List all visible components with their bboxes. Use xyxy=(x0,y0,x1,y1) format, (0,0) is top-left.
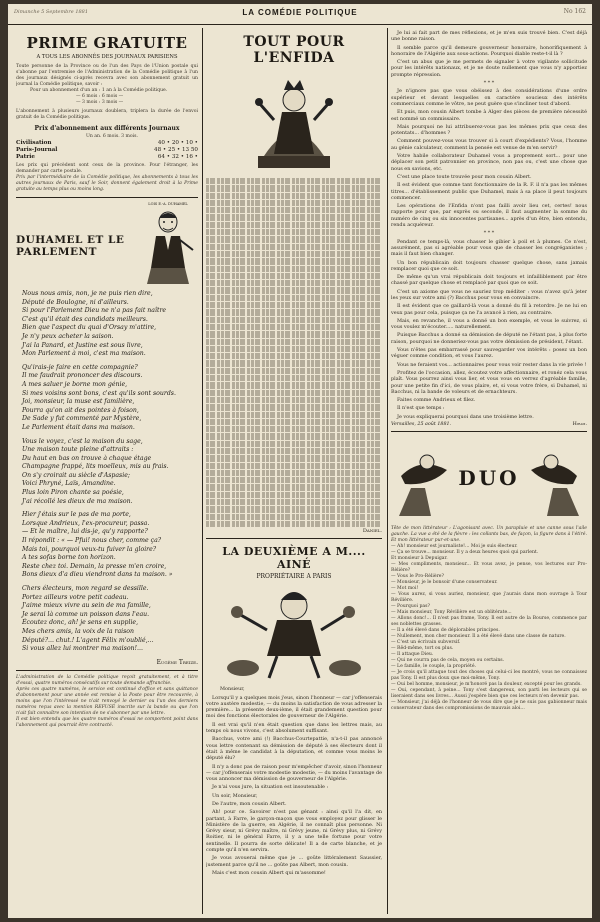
crowned-figure-icon xyxy=(248,70,340,170)
letter-footer xyxy=(391,422,587,427)
paragraph: C'est un abus que je me permets de signaler à votre vigilante sollicitude pour les intérêts nationaux, et je ne doute nullement que vous n'y apportiez prompte répression. xyxy=(391,59,587,78)
prime-note: L'abonnement à plusieurs journaux doublera, triplera la durée de l'envoi gratuit de la Comédie politique. xyxy=(16,109,198,120)
poem xyxy=(16,290,198,654)
prix-row-name: Paris-Journal xyxy=(16,147,58,153)
verse-line: Chers électeurs, mon regard se dessille. xyxy=(22,585,149,592)
paragraph: Il est vrai qu'il n'en était question que dans les lettres mais, au temps où nous vivons, c'est absolument suffisant. xyxy=(206,721,382,735)
paragraph: Un soir, Monsieur, xyxy=(212,792,258,799)
dinkus: * * * xyxy=(483,230,495,237)
duo-title: DUO xyxy=(458,466,520,491)
dialogue-line: — Ça se trouve... monsieur. Il y a deux heures quoi qui parlent. xyxy=(391,550,539,556)
dialogue-line: — Allons donc!... Il n'est pas frame, Tony. Il est autre de la Bourse, commence par ses noblettes grasses. xyxy=(391,616,587,628)
dialogue-line: — Mais monsieur, Tony Révilière est un oblitérate... xyxy=(391,610,512,616)
verse-line: Mais toi, pourquoi veux-tu fuiver la gloire? xyxy=(22,545,157,553)
prix-row-name: Civilisation xyxy=(16,140,52,146)
paragraph: De même qu'un vrai républicain doit toujours et infailliblement par être chassé par quelque chose et remplacé par quoi que ce soit. xyxy=(391,274,587,287)
verse-line: Le Parlement était dans ma maison. xyxy=(22,423,135,431)
verse-line: Mes chers amis, la voix de la raison xyxy=(22,627,135,635)
caricature-figures-icon xyxy=(219,584,369,682)
verse-line: Voici Phryné, Laïs, Amandine. xyxy=(22,480,116,488)
masthead-date: Dimanche 5 Septembre 1881 xyxy=(14,9,89,15)
paragraph: Profitez de l'occasion, allez, écoutez votre affectionnaire, et ronéz cela vous plaît. Vous pourrez ainsi vous lier, et vous vous en verrez d'agréable famille, pour une petite fin d'ici, de vous plaire, et, si vous votre frère, si Duhamel, ni Bacchus, ni la bande de voleurs et de ernachteurs. xyxy=(391,369,587,395)
paragraph: Lorsqu'il y a quelques mois j'eus, sinon l'honneur — car j'offenserais votre austère modestie, — du moins la satisfaction de vous adresser la première... la présente deux-ième, il était grandement question pour moi des fonctions électorales de gouverneur de l'Algérie. xyxy=(206,694,382,720)
verse-line: J'ai récollé les dieux de ma maison. xyxy=(22,497,133,505)
dialogue-line: — Mes compliments, monsieur... Et vous avez, je pense, vos lectures sur Pro-Rèlière? xyxy=(391,562,587,574)
dialogue-line: — Monsieur, j'ai déjà de l'honneur de vous dire que je ne suis pas gabionneur mais conservateur dans des compromissions de mauvais aloi... xyxy=(391,700,587,712)
prime-intro: Toute personne de la Province ou de l'un des Pays de l'Union postale qui s'abonne par l'entremise de l'Administration de la Comédie politique à l'un des journaux désignés ci-après recevra avec son abonnement gratuit un journal la Comédie politique, savoir : xyxy=(16,64,198,87)
paragraph: Il n'y a donc pas de raison pour m'empêcher d'avoir, sinon l'honneur — car j'offenserais votre modestie modestie, — du moins l'avantage de vous annoncer ma démission de gouverneur de l'Algérie. xyxy=(206,763,382,783)
verse-line: A mes saluer je borne mon génie, xyxy=(22,380,128,388)
stanza xyxy=(22,511,198,580)
verse-line: Écoutez donc, ah! je sens en supplie, xyxy=(22,619,139,627)
portrait-caption: LOIS E.-A. DUHAMEL xyxy=(148,202,188,206)
verse-line: Qu'irais-je faire en cette compagnie? xyxy=(22,363,138,371)
paragraph: Vous ne feraient vos... actionnaires pour vous voir rester dans la vie privée ! xyxy=(397,361,587,368)
prix-foot: Prix par l'intermédiaire de la Comédie politique, les abonnements à tous les autres journaux de Paris, sauf le Soir, donnent également droit à la Prime gratuite au temps plus ou moins long. xyxy=(16,175,198,192)
prime-subtitle: A TOUS LES ABONNÉS DES JOURNAUX PARISIENS xyxy=(36,54,178,60)
paragraph: Les opérations de l'Enfida n'ont pas failli avoir lieu cet, certes! nous rapporte pour que, par exprès ou seconde, il faut augmenter la somme du numéro de cinq ou six innocentes partisanes... après d'un être, bien entendu, rendu acquéreur. xyxy=(391,203,587,229)
letter-illustration xyxy=(206,584,382,686)
dialogue-line: — Rêd-même, tort ou plus. xyxy=(391,646,454,652)
paragraph: Pendant ce temps-là, vous chasser le gibier à poil et à plumes. Ce n'est, assurément, pas si agréable pour vous que de chasser les congréganistes ; mais il faut bien changer. xyxy=(391,238,587,258)
divider xyxy=(206,538,382,539)
dialogue-line: — Vous aurez, si vous auriez, monsieur, que j'aurais dans mon ouvrage à Tour Révilière. xyxy=(391,592,587,604)
verse-line: C'est qu'il était des candidats meilleurs. xyxy=(22,315,148,323)
notice: Après ces quatre numéros, le service est continué d'office et sans quittance d'abonnement pour une année est remise à la Poste pour être recouvrée, à moins que l'on l'intéressé ne n'ait renvoyé le dernier ou l'un des derniers numéros reçus avec la mention REFUSÉ inscrite sur la bande ou que l'on n'ait fait connaître son intention de ne s'abonner par une lettre. xyxy=(16,686,198,716)
letter-body xyxy=(206,686,382,876)
prix-title: Prix d'abonnement aux différents Journaux xyxy=(34,125,180,132)
dialogue-line: — Nullement, mon cher monsieur. Il a été élevé dans une classe de nature. xyxy=(391,634,566,640)
verse-line: Député de Boulogne, ni d'ailleurs. xyxy=(22,298,129,306)
paragraph: Comment pouvez-vous vous trouver si à court d'expédients? Vous, l'homme au génie calculateur, comment la pensée est venue de m'en servir? xyxy=(391,138,587,151)
verse-line: Je serai là comme un poisson dans l'eau. xyxy=(22,610,150,618)
notice: L'administration de la Comédie politique reçoit gratuitement, et à titre d'essai, quatre numéros consécutifs sur toute demande affranchie. xyxy=(16,674,198,686)
paragraph: Il semble parce qu'il demeure gouverneur honoraire, honorifiquement à honoraire de l'Algérie aux sous-actions. Pourquoi diable reste-t-il là ? xyxy=(391,44,587,57)
verse-line: Si vous allez lui montrer ma maison!... xyxy=(22,645,143,653)
paragraph: Je vous expliquerai pourquoi dans une troisième lettre. xyxy=(397,413,534,420)
letter-subtitle: PROPRIÉTAIRE A PARIS xyxy=(256,573,332,581)
masthead xyxy=(8,4,592,25)
verse-line: Une maison toute pleine d'attraits : xyxy=(22,446,134,454)
prime-line: — 6 mois : 6 mois — xyxy=(76,94,124,99)
prime-title: PRIME GRATUITE xyxy=(26,34,188,52)
verse-line: Pourra qu'on ait des pointes à foison, xyxy=(22,406,139,414)
prix-row-name: Patrie xyxy=(16,154,35,160)
duo-intro: Tête de mon littérateur : L'agonisant avec. Un parapluie et une canne sous l'aile gauche. La vue a été de la fièvre : les collants bas, de façon, la figure dans à l'étiré. Et mon littérateur pur-et-une. xyxy=(391,526,587,544)
paragraph: Un bon républicain doit toujours chasser quelque chose, sans jamais remplacer quoi que ce soit. xyxy=(391,259,587,272)
paragraph: Il n'est que temps : xyxy=(397,405,445,412)
paragraph: De l'autre, mon cousin Albert. xyxy=(212,801,287,807)
paragraph: Mais, en revanche, il vous a donné un bon exemple, et vous le suivrez, si vous voulez m'écouter..... naturellement. xyxy=(391,317,587,331)
dialogue-line: — Je crois qu'il attaque tout des choses qui celui-ci les montré, vous ne connaissez pas Tony. Il est plus doux que moi-même, Tony. xyxy=(391,670,587,682)
prix-row xyxy=(16,147,198,154)
verse-line: Je n'y peux acheter la saison. xyxy=(22,332,114,340)
verse-line: De Sade y fut commenté par Mystère, xyxy=(22,415,142,423)
masthead-issue: No 162 xyxy=(563,8,586,15)
prix-row-values: 48 • 25 • 13 50 xyxy=(154,147,198,153)
column-rule xyxy=(387,28,388,914)
verse-line: Il me faudrait prononcer des discours. xyxy=(22,372,143,380)
verse-line: Si pour l'Parlement Dieu ne n'a pas fait naître xyxy=(22,307,167,315)
dialogue-line: — Vous le Pro-Rèlière? xyxy=(391,574,444,580)
verse-line: J'ai la Panard, et Justine est sous livre, xyxy=(22,341,143,349)
dialogue-line: — Pourquoi pas? xyxy=(391,604,430,610)
dialogue-line: Et monsieur à Depuigar. xyxy=(391,556,448,562)
paragraph: Bacchus, votre ami (!) Bacchus-Courtepattie, n'a-t-il pas annoncé vous lettre contenant sa démission de député à ses électeurs dont il était à même le candidat à la députation, et comme vous moins le député élu? xyxy=(206,736,382,762)
prix-row-values: 64 • 32 • 16 • xyxy=(157,154,198,160)
verse-line: Lorsque Andrieux, l'ex-procureur, passa. xyxy=(22,519,150,527)
stanza xyxy=(22,364,198,433)
dinkus: * * * xyxy=(483,80,495,87)
duhamel-portrait-icon xyxy=(139,206,197,286)
poem-header xyxy=(16,202,198,290)
poem-author: Eugène Treize. xyxy=(156,658,198,666)
portrait-block xyxy=(138,202,198,290)
duo-header xyxy=(391,436,587,522)
letter-continued xyxy=(391,30,587,420)
dialogue-line: — Mot moi! xyxy=(391,586,419,592)
dialogue-line: — Il a été élevé dans de déplorables principes. xyxy=(391,628,500,634)
column-middle xyxy=(206,30,382,914)
verse-line: Il répondit : « — Pfui! nous cher, comme ça? xyxy=(22,537,162,545)
letter-title: LA DEUXIÈME A M.... AINÉ xyxy=(222,545,366,572)
paragraph: Je n'ignore pas que vous obéissez à des considérations d'une ordre supérieur et devant lesquelles on caractère soucieux des intérêts commerciaux comme le vôtre, ne peut guère que s'incliner tout d'abord. xyxy=(391,88,587,107)
verse-line: On s'y croirait au siècle d'Aspasie; xyxy=(22,471,130,479)
dialogue-line: — Le famille, le couple, la propriété. xyxy=(391,664,477,670)
dialogue-line: — C'est un écrivain subversif. xyxy=(391,640,461,646)
verse-line: A tes sofas borne ton horizon. xyxy=(22,554,116,562)
enfida-signature: Daniel. xyxy=(362,528,382,535)
paragraph: C'est une place toute trouvée pour mon cousin Albert. xyxy=(397,173,532,180)
verse-line: Reste chez toi. Demain, la presse m'en croire, xyxy=(22,562,167,570)
paragraph: Je lui ai fait part de mes réflexions, et je m'en suis trouvé bien. C'est déjà une bonne raison. xyxy=(391,30,587,43)
paragraph: Il est évident que comme tant fonctionnaire de la R. F. il n'a pas les mêmes titres... d'établissement public que Duhamel, mais à sa place il peut toujours commencer. xyxy=(391,182,587,201)
verse-line: Joi, monsieur, la muse est familière, xyxy=(22,398,135,406)
letter-salutation: Monsieur, xyxy=(220,686,245,693)
verse-line: Plus loin Piron chante sa poésie, xyxy=(22,489,124,497)
enfida-illustration xyxy=(206,70,382,174)
dialogue-line: — Il attaque Dieu. xyxy=(391,652,434,658)
dialogue-line: — Monsieur, je le bonsoir d'une conservateur. xyxy=(391,580,498,586)
enfida-title: TOUT POUR L'ENFIDA xyxy=(243,34,345,66)
prix-header: Un an. 6 mois. 3 mois. xyxy=(86,134,138,139)
verse-line: J'aime mieux vivre au sein de ma famille, xyxy=(22,602,151,610)
paragraph: Mais c'est mon cousin Albert qui m'assomme! xyxy=(212,869,326,876)
paragraph: Il est évident que ce gaillard-là vous a donné du fil à retordre. Je ne lui en veux pas pour cela, puisque ça ne l'a avancé à rien, au contraire. xyxy=(391,303,587,316)
verse-line: — Et le maître, lui dis-je, qu'y rapporte? xyxy=(22,528,148,536)
paragraph: Je n'ai vous jure, la situation est insoutenable : xyxy=(212,784,329,791)
dialogue-line: — Ah! monsieur est journaliste!... Moi je suis électeur. xyxy=(391,544,518,550)
dialogue-line: — Oui, cependant, à peine... Tony s'est dangereux, son parti les lecteurs qui se liseraient dans ses livres... Aussi j'espère bien que ces lecteurs n'en devenir pas. xyxy=(391,688,587,700)
paragraph: Faites comme Andrieux et filez. xyxy=(397,397,476,404)
verse-line: Si mes voisins sont bons, c'est qu'ils sont sourds. xyxy=(22,389,176,397)
notice: Il est bien entendu que les quatre numéros d'essai ne comportent point dans l'abonnement qui pourrait être contracté. xyxy=(16,716,198,728)
dialogue-line: — Oui bel homme, monsieur, je m'honoré pas la douleur, excepté pour les grands. xyxy=(391,682,582,688)
poem-title: DUHAMEL ET LE PARLEMENT xyxy=(16,234,125,258)
divider xyxy=(16,197,198,198)
verse-line: Bons dieux d'a dieu viendront dans ta maison. » xyxy=(22,571,173,579)
newspaper-page xyxy=(8,4,592,918)
paragraph: Mais pourquoi ne lui attribuerez-vous pas les mêmes prix que ceux des potentats... d'hommes ? xyxy=(391,123,587,137)
verse-line: Portez ailleurs votre petit cadeau. xyxy=(22,593,129,601)
prime-line: — 3 mois : 3 mois — xyxy=(76,100,124,105)
verse-line: Député?... chut.! L'agent Fêlix m'oublié,... xyxy=(22,636,154,644)
stanza xyxy=(22,290,198,359)
verse-line: Nous nous amis, non, je ne puis rien dire, xyxy=(22,290,153,297)
prime-line: Pour un abonnement d'un an : 1 an à la Comédie politique. xyxy=(30,88,168,93)
verse-line: Vous le voyez, c'est la maison du sage, xyxy=(22,437,143,445)
letter-signature: Hiram. xyxy=(572,422,587,428)
paragraph: Et puis, mon cousin Albert tombe à Alger des pièces de première nécessité est nommé un commissaire. xyxy=(391,109,587,122)
stanza xyxy=(22,438,198,507)
dialogue-line: — Qui ne courra pas de cela, moyen ou certains. xyxy=(391,658,505,664)
verse-line: Du haut en bas on trouve à chaque étage xyxy=(22,454,152,462)
paragraph: Vous n'êtes pas embarrassé pour sauvegarder vos intérêts : posez un bon véguer comme condition, et vous l'aurez. xyxy=(391,347,587,360)
column-left xyxy=(16,30,198,914)
duo-dialogue xyxy=(391,544,587,712)
column-right xyxy=(391,30,587,914)
verse-line: Champagne frappé, lits moelleux, mis au frais. xyxy=(22,463,169,471)
prix-row xyxy=(16,154,198,161)
column-rule xyxy=(202,28,203,914)
divider xyxy=(391,431,587,432)
verse-line: Mon Parlement à moi, c'est ma maison. xyxy=(22,350,146,358)
enfida-article-body xyxy=(206,178,382,527)
prix-foot: Les prix qui précèdent sont ceux de la province. Pour l'étranger, les demander par carte postale. xyxy=(16,163,198,174)
stanza xyxy=(22,585,198,654)
paragraph: Je vous avouerai même que je ... goûte littéralement Saussier, justement parce qu'il ne ... goûte pas Albert, mon cousin. xyxy=(206,855,382,868)
verse-line: Bien que l'aspect du quai d'Orsay m'attire, xyxy=(22,324,157,332)
letter-date: Versailles, 25 août 1881. xyxy=(391,422,452,428)
paragraph: Ah! pour ce. Savoirer n'est pas génant : ainsi qu'il l'a dit, en partant, à Farre, le garçon-maçon que vous employez pour glisser le Ministère de la guerre, en Algérie, il ne connaît plus personne. Ni Grévy sieur, ni Grévy maître, ni Grévy jeune, ni Grévy plus, ni Grévy Roitier, ni le général Farre, il y a une telle fortune pour votre sentinelle. Il pourra de sorte délicate! Il a de carte blanche, et je compte qu'il n'en servira. xyxy=(206,809,382,854)
paragraph: Votre habile collaborateur Duhamel vous a proprement sort... pour une déplacer son petit patronnier en province, non pas ou, c'est une chose que nous en savions, etc. xyxy=(391,153,587,172)
prix-row-values: 40 • 20 • 10 • xyxy=(157,140,198,146)
divider xyxy=(16,670,198,671)
paragraph: Puisque Bacchus a donné sa démission de député ne l'étant pas, à plus forte raison, pourquoi ne donneriez-vous pas votre démission de président, l'étant. xyxy=(391,332,587,345)
verse-line: Hier j'étais sur le pas de ma porte, xyxy=(22,511,131,519)
masthead-title: LA COMÉDIE POLITIQUE xyxy=(242,8,358,17)
paragraph: C'est un axiome que vous ne sauriez trop méditer : vous n'avez qu'à jeter les yeux sur votre ami (?) Bacchus pour vous en convaincre. xyxy=(391,288,587,301)
prix-row xyxy=(16,140,198,147)
